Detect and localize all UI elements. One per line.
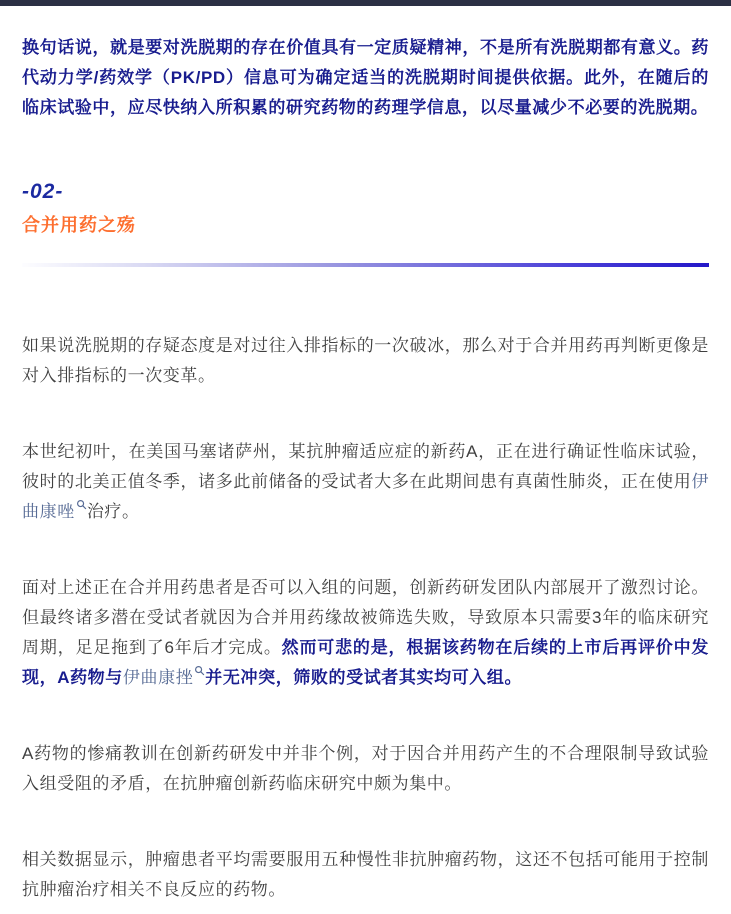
gradient-divider (22, 263, 709, 267)
section-number: -02- (22, 180, 64, 203)
intro-paragraph: 换句话说，就是要对洗脱期的存在价值具有一定质疑精神，不是所有洗脱期都有意义。药代动力学/药效学（PK/PD）信息可为确定适当的洗脱期时间提供依据。此外，在随后的临床试验中，应尽快纳入所积累的研究药物的药理学信息，以尽量减少不必要的洗脱期。 (22, 38, 709, 117)
paragraph-lesson: A药物的惨痛教训在创新药研发中并非个例，对于因合并用药产生的不合理限制导致试验入组受阻的矛盾，在抗肿瘤创新药临床研究中颇为集中。 (22, 744, 709, 793)
paragraph-text: 面对上述正在合并用药患者是否可以入组的问题，创新药研发团队内部展开了激烈讨论。但最终诸多潜在受试者就因为合并用药缘故被筛选失败，导致原本只需要3年的临床研究周期，足足拖到了6年后才完成。 (22, 578, 709, 657)
drug-link-itraconazole-2[interactable]: 伊曲康挫 (122, 668, 194, 687)
article-body (0, 6, 731, 905)
drug-link-itraconazole[interactable]: 伊曲康唑 (22, 472, 709, 521)
paragraph-text: 治疗。 (86, 502, 140, 521)
section-title: 合并用药之殇 (22, 215, 136, 235)
paragraph-statistics: 相关数据显示，肿瘤患者平均需要服用五种慢性非抗肿瘤药物，这还不包括可能用于控制抗肿瘤治疗相关不良反应的药物。 (22, 850, 709, 899)
highlighted-text: 然而可悲的是，根据该药物在后续的上市后再评价中发现，A药物与 (22, 638, 709, 687)
paragraph-screening-failure (22, 573, 709, 693)
search-icon[interactable] (76, 499, 87, 510)
search-icon[interactable] (194, 665, 205, 676)
highlighted-text: 并无冲突，筛败的受试者其实均可入组。 (205, 668, 523, 687)
paragraph-drug-a-story (22, 437, 709, 527)
paragraph-text: 本世纪初叶，在美国马塞诸萨州，某抗肿瘤适应症的新药A，正在进行确证性临床试验，彼时的北美正值冬季，诸多此前储备的受试者大多在此期间患有真菌性肺炎，正在使用 (22, 442, 709, 491)
paragraph-washout-reform: 如果说洗脱期的存疑态度是对过往入排指标的一次破冰，那么对于合并用药再判断更像是对入排指标的一次变革。 (22, 336, 709, 385)
